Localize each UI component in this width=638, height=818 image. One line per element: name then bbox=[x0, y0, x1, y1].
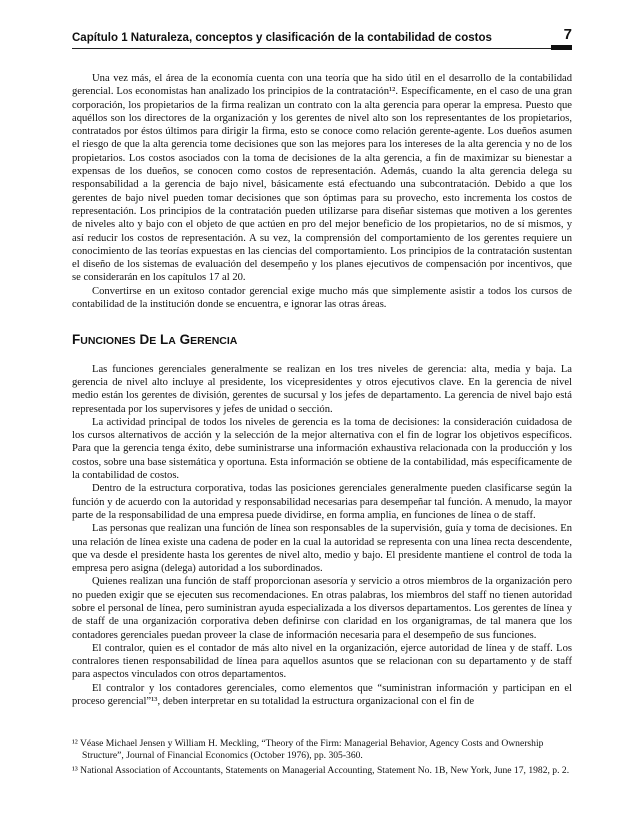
paragraph-career: Convertirse en un exitoso contador gerencial exige mucho más que simplemente asistir a todos los cursos de contabilidad de la institución donde se encuentra, e ignorar las otras áreas. bbox=[72, 285, 572, 311]
running-header bbox=[72, 28, 572, 46]
body-text bbox=[72, 72, 572, 708]
chapter-label: Capítulo 1 Naturaleza, conceptos y clasificación de la contabilidad de costos bbox=[72, 32, 492, 44]
paragraph-controller: El contralor, quien es el contador de más alto nivel en la organización, ejerce autoridad de línea y de staff. Los contralores tienen responsabilidad de línea para aquellos asuntos que se relacionan con su departamento y de staff para aspectos vinculados con otros departamentos. bbox=[72, 642, 572, 681]
footnote-12: ¹² Véase Michael Jensen y William H. Meckling, “Theory of the Firm: Managerial Behavior, Agency Costs and Ownership Structure”, Journal of Financial Economics (October 1976), pp. 305-360. bbox=[72, 738, 544, 761]
paragraph-levels: Las funciones gerenciales generalmente se realizan en los tres niveles de gerencia: alta, media y baja. La gerencia de nivel alto incluye al presidente, los vicepresidentes y otros ejecutivos clave. En la gerencia de nivel medio están los gerentes de división, gerentes de sucursal y los jefes de departamento. La gerencia de nivel bajo está representada por los supervisores y jefes de unidad o sección. bbox=[72, 363, 572, 415]
page-number: 7 bbox=[563, 26, 572, 43]
footnote-13: ¹³ National Association of Accountants, Statements on Managerial Accounting, Statement No. 1B, New York, June 17, 1982, p. 2. bbox=[72, 765, 570, 776]
paragraph-controller-continued: El contralor y los contadores gerenciales, como elementos que “suministran información y participan en el proceso gerencial”¹³, deben interpretar en su totalidad la estructura organizacional con el fin de bbox=[72, 682, 572, 708]
paragraph-decisions: La actividad principal de todos los niveles de gerencia es la toma de decisiones: la consideración cuidadosa de los cursos alternativos de acción y la selección de la mejor alternativa con el fin de lograr los objetivos específicos. Para que la gerencia tenga éxito, debe suministrarse una información exhaustiva relacionada con la producción y los costos, sobre una base sistemática y oportuna. Esta información se obtiene de la contabilidad, más específicamente de la contabilidad de costos. bbox=[72, 416, 572, 482]
paragraph-line-function: Las personas que realizan una función de línea son responsables de la supervisión, guía y toma de decisiones. En una relación de línea existe una cadena de poder en la cual la autoridad se representa con una línea recta descendente, que va desde el presidente hasta los gerentes de nivel alto, medio y bajo. El presidente mantiene el control de toda la empresa pero asigna (delega) autoridad a los subordinados. bbox=[72, 523, 572, 575]
footnotes bbox=[72, 738, 572, 780]
header-rule-tab bbox=[551, 45, 572, 50]
paragraph-contracting: Una vez más, el área de la economía cuenta con una teoría que ha sido útil en el desarrollo de la contabilidad gerencial. Los economistas han analizado los principios de la contratación¹². Específicamente, en el caso de una gran corporación, los propietarios de la firma realizan un contrato con la alta gerencia para operar la empresa. Puesto que aquéllos son los directores de la organización y los gerentes de nivel alto son los representantes de los propietarios, contratados por éstos últimos para dirigir la firma, esto se conoce como relación gerente-agente. Los dueños asumen el riesgo de que la alta gerencia tome decisiones que son las mejores para los intereses de la alta gerencia y no de los propietarios. Los costos asociados con la toma de decisiones de la alta gerencia, a fin de maximizar su bienestar a expensas de los dueños, se conocen como costos de representación. Además, cuando la alta gerencia delega su responsabilidad a la gerencia de bajo nivel, básicamente está efectuando una subcontratación. Debido a que los gerentes de bajo nivel pueden tomar decisiones que son óptimas para su provecho, esto incrementa los costos de representación. Los principios de la contratación pueden utilizarse para diseñar sistemas que motiven a los gerentes de niveles alto y bajo con el objeto de que actúen en pro del mejor beneficio de los propietarios, no de sí mismos, y así reducir los costos de representación. A su vez, la comprensión del comportamiento de los gerentes requiere un conocimiento de las teorías expuestas en las ciencias del comportamiento. Los principios de la contratación sustentan el diseño de los sistemas de evaluación del desempeño y los planes ejecutivos de compensación por incentivos, que se considerarán en los capítulos 17 al 20. bbox=[72, 73, 572, 284]
paragraph-structure: Dentro de la estructura corporativa, todas las posiciones gerenciales generalmente pueden clasificarse según la función y de acuerdo con la autoridad y responsabilidad necesarias para desempeñar tal función. A menudo, la mayor parte de la responsabilidad de una empresa puede dividirse, en forma amplia, en funciones de línea o de staff. bbox=[72, 483, 572, 521]
header-rule bbox=[72, 48, 572, 49]
section-heading: FUNCIONES DE LA GERENCIA bbox=[72, 332, 238, 348]
paragraph-staff-function: Quienes realizan una función de staff proporcionan asesoría y servicio a otros miembros de la organización pero no pueden exigir que se ejecuten sus recomendaciones. En otras palabras, los miembros del staff no tienen autoridad sobre el personal de línea, pero suministran ayuda especializada a los diversos departamentos. Los gerentes de línea y de staff de una organización corporativa deben definirse con claridad en los organigramas, de tal manera que los contadores gerenciales puedan proveer la clase de información necesaria para el desempeño de sus funciones. bbox=[72, 576, 572, 641]
